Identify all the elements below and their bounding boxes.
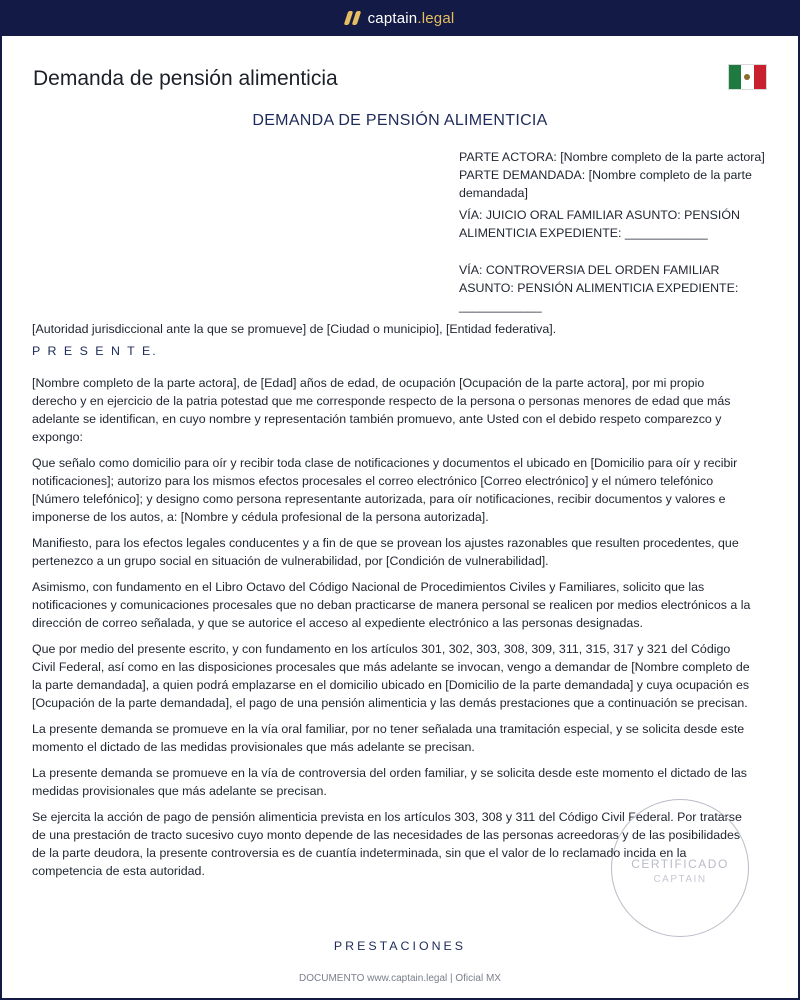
document-page (2, 36, 798, 998)
top-bar (0, 0, 800, 36)
paragraph: [Nombre completo de la parte actora], de [Edad] años de edad, de ocupación [Ocupación de la parte actora], por mi propio derecho y en ejercicio de la patria potestad que me corresponde respecto de la persona o personas menores de edad que más adelante se identifican, en cuyo nombre y representación también promuevo, ante Usted con el debido respeto comparezco y expongo: (32, 376, 731, 444)
paragraph: Manifiesto, para los efectos legales conducentes y a fin de que se provean los ajustes razonables que resulten procedentes, que pertenezco a un grupo social en situación de vulnerabilidad, por [Condición de vulnerabilidad]. (32, 536, 739, 568)
authority-line: [Autoridad jurisdiccional ante la que se promueve] de [Ciudad o municipio], [Entidad federativa]. (32, 322, 557, 336)
presente-line: P R E S E N T E. (32, 344, 158, 358)
caption-via: VÍA: JUICIO ORAL FAMILIAR ASUNTO: PENSIÓN ALIMENTICIA EXPEDIENTE: ____________ (459, 208, 740, 240)
document-title: Demanda de pensión alimenticia (33, 67, 338, 90)
document-heading: DEMANDA DE PENSIÓN ALIMENTICIA (252, 112, 548, 129)
certified-stamp (611, 799, 749, 937)
case-caption-alt (459, 261, 779, 319)
brand-name[interactable] (368, 10, 455, 27)
case-caption (459, 148, 779, 246)
caption-parties: PARTE ACTORA: [Nombre completo de la parte actora] PARTE DEMANDADA: [Nombre completo de la parte demandada] (459, 150, 765, 200)
paragraph: La presente demanda se promueve en la vía de controversia del orden familiar, y se solicita desde este momento el dictado de las medidas provisionales que más adelante se precisan. (32, 766, 747, 798)
paragraph: Que por medio del presente escrito, y con fundamento en los artículos 301, 302, 303, 308, 309, 311, 315, 317 y 321 del Código Civil Federal, así como en las disposiciones procesales que más adelante se invocan, vengo a demandar de [Nombre completo de la parte demandada], a quien podrá emplazarse en el domicilio ubicado en [Domicilio de la parte demandada] y cuya ocupación es [Ocupación de la parte demandada], el pago de una pensión alimenticia y las demás prestaciones que a continuación se precisan. (32, 642, 750, 710)
paragraph: Que señalo como domicilio para oír y recibir toda clase de notificaciones y documentos el ubicado en [Domicilio para oír y recibir notificaciones]; autorizo para los mismos efectos procesales el correo electrónico [Correo electrónico] y el número telefónico [Número telefónico]; y designo como persona representante autorizada, para oír notificaciones, recibir documentos y valores e imponerse de los autos, a: [Nombre y cédula profesional de la persona autorizada]. (32, 456, 738, 524)
caption-via-alt: VÍA: CONTROVERSIA DEL ORDEN FAMILIAR ASUNTO: PENSIÓN ALIMENTICIA EXPEDIENTE: ____________ (459, 263, 739, 313)
captain-logo-icon (343, 11, 361, 25)
paragraph: Se ejercita la acción de pago de pensión alimenticia prevista en los artículos 303, 308 y 311 del Código Civil Federal. Por tratarse de una prestación de tracto sucesivo cuyo monto depende de las necesidades de las personas acreedoras y de las posibilidades de la parte deudora, la presente controversia es de cuantía indeterminada, sin que el valor de lo reclamado incida en la competencia de esta autoridad. (32, 810, 742, 878)
mexico-flag-icon (728, 64, 767, 90)
brand-name-tld: .legal (417, 9, 455, 27)
paragraph: La presente demanda se promueve en la vía oral familiar, por no tener señalada una tramitación especial, y se solicita desde este momento el dictado de las medidas provisionales que más adelante se precisan. (32, 722, 745, 754)
brand-name-main: captain (367, 9, 418, 27)
document-footer[interactable]: DOCUMENTO www.captain.legal | Oficial MX (299, 973, 501, 984)
stamp-line-2: CAPTAIN (653, 874, 707, 885)
stamp-line-1: CERTIFICADO (631, 857, 729, 871)
section-heading-prestaciones: PRESTACIONES (333, 939, 467, 951)
paragraph: Asimismo, con fundamento en el Libro Octavo del Código Nacional de Procedimientos Civiles y Familiares, solicito que las notificaciones y comunicaciones procesales que no deban practicarse de manera personal se realicen por medios electrónicos a la dirección de correo señalada, y que se autorice el acceso al expediente electrónico a las personas designadas. (32, 580, 751, 630)
